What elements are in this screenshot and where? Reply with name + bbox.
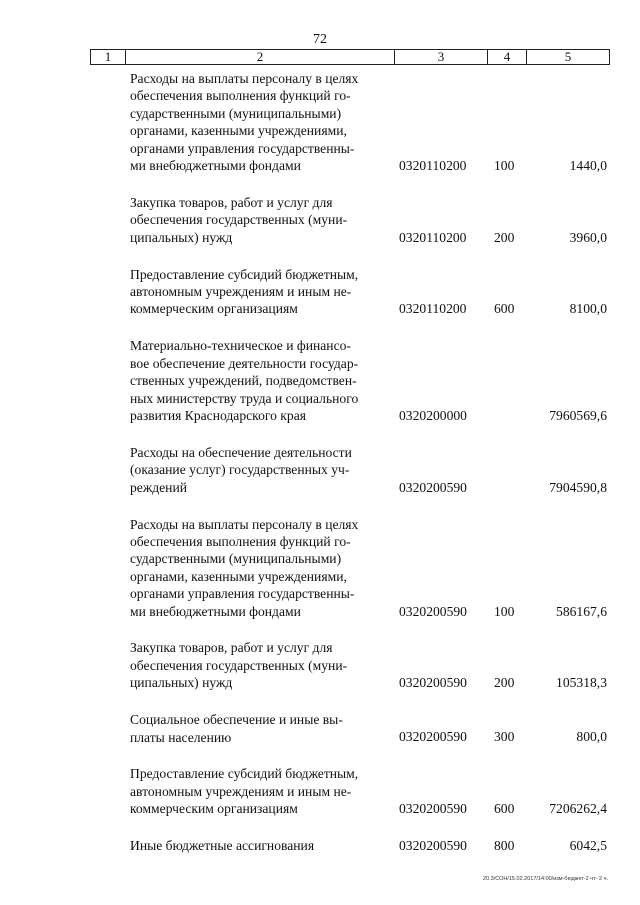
row-code: 0320200590: [399, 729, 467, 745]
row-expense-type: 600: [494, 801, 515, 817]
column-header-table: [90, 49, 610, 65]
description-line: сударственными (муниципальными): [130, 551, 342, 567]
description-line: Расходы на обеспечение деятельности: [130, 444, 352, 460]
description-line: платы населению: [130, 729, 232, 745]
row-description: [130, 516, 388, 620]
row-description: [130, 70, 388, 174]
description-line: обеспечения государственных (муни-: [130, 212, 348, 228]
description-line: ми внебюджетными фондами: [130, 603, 301, 619]
description-line: развития Краснодарского края: [130, 407, 306, 423]
row-amount: 6042,5: [569, 838, 607, 854]
description-line: Расходы на выплаты персоналу в целях: [130, 516, 359, 532]
column-header-4: 4: [488, 50, 527, 65]
description-line: Предоставление субсидий бюджетным,: [130, 766, 359, 782]
description-line: автономным учреждениям и иным не-: [130, 783, 352, 799]
document-footer: 20.3/СОН/15.02.2017/14:00/изм-бюджет-2 чт- 2 ч.: [483, 876, 608, 882]
row-amount: 105318,3: [556, 675, 607, 691]
description-line: ных министерству труда и социального: [130, 390, 359, 406]
column-header-2: 2: [126, 50, 395, 65]
row-amount: 7960569,6: [549, 407, 607, 423]
column-header-5: 5: [527, 50, 610, 65]
row-expense-type: 100: [494, 158, 515, 173]
row-code: 0320200590: [399, 801, 467, 817]
description-line: Социальное обеспечение и иные вы-: [130, 712, 343, 728]
row-code: 0320110200: [399, 301, 467, 317]
row-amount: 7206262,4: [549, 801, 607, 817]
description-line: ми внебюджетными фондами: [130, 158, 301, 174]
description-line: органами управления государственны-: [130, 140, 355, 156]
description-line: обеспечения государственных (муни-: [130, 657, 348, 673]
description-line: органами, казенными учреждениями,: [130, 123, 347, 139]
description-line: коммерческим организациям: [130, 801, 298, 817]
description-line: вое обеспечение деятельности государ-: [130, 355, 359, 371]
description-line: Предоставление субсидий бюджетным,: [130, 266, 359, 282]
description-line: ципальных) нужд: [130, 229, 233, 245]
row-code: 0320200590: [399, 603, 467, 619]
row-code: 0320110200: [399, 158, 467, 173]
description-line: коммерческим организациям: [130, 301, 298, 317]
description-line: Закупка товаров, работ и услуг для: [130, 194, 333, 210]
description-line: органами, казенными учреждениями,: [130, 568, 347, 584]
row-description: [130, 837, 388, 854]
description-line: автономным учреждениям и иным не-: [130, 284, 352, 299]
row-expense-type: 300: [494, 729, 515, 745]
description-line: ципальных) нужд: [130, 675, 233, 691]
description-line: обеспечения выполнения функций го-: [130, 533, 351, 549]
column-header-1: 1: [91, 50, 126, 65]
row-expense-type: 200: [494, 229, 515, 245]
description-line: обеспечения выполнения функций го-: [130, 88, 351, 104]
row-description: [130, 639, 388, 691]
row-amount: 8100,0: [569, 301, 607, 317]
row-amount: 7904590,8: [549, 479, 607, 495]
row-description: [130, 444, 388, 496]
row-description: [130, 765, 388, 817]
row-description: [130, 337, 388, 424]
description-line: Расходы на выплаты персоналу в целях: [130, 71, 359, 86]
row-expense-type: 800: [494, 838, 515, 854]
row-code: 0320110200: [399, 229, 467, 245]
description-line: Закупка товаров, работ и услуг для: [130, 640, 333, 656]
description-line: органами управления государственны-: [130, 586, 355, 602]
row-amount: 1440,0: [569, 158, 607, 173]
page-number: 72: [313, 32, 327, 47]
description-line: Материально-техническое и финансо-: [130, 338, 351, 354]
row-amount: 3960,0: [569, 229, 607, 245]
description-line: сударственными (муниципальными): [130, 105, 342, 121]
row-expense-type: 200: [494, 675, 515, 691]
description-line: (оказание услуг) государственных уч-: [130, 462, 350, 478]
row-code: 0320200590: [399, 479, 467, 495]
row-expense-type: 100: [494, 603, 515, 619]
column-header-3: 3: [395, 50, 488, 65]
row-code: 0320200000: [399, 407, 467, 423]
row-code: 0320200590: [399, 675, 467, 691]
description-line: Иные бюджетные ассигнования: [130, 838, 315, 854]
row-expense-type: 600: [494, 301, 515, 317]
row-amount: 800,0: [576, 729, 607, 745]
row-description: [130, 711, 388, 746]
row-code: 0320200590: [399, 838, 467, 854]
description-line: ственных учреждений, подведомствен-: [130, 373, 357, 389]
row-description: [130, 266, 388, 318]
row-description: [130, 194, 388, 246]
row-amount: 586167,6: [556, 603, 607, 619]
description-line: реждений: [130, 479, 187, 495]
